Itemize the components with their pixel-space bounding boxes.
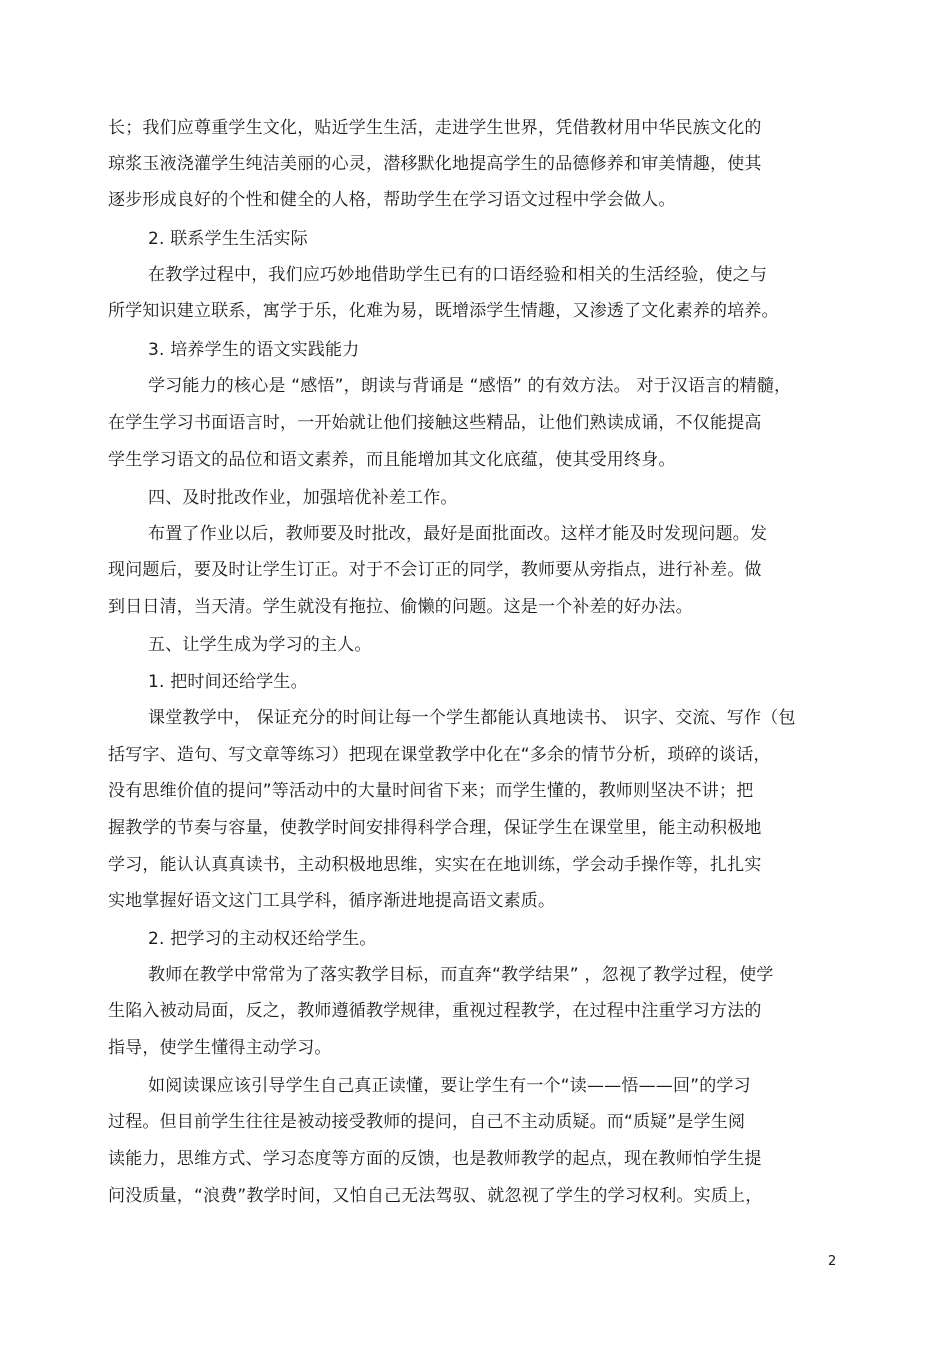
page-number: 2 — [828, 1254, 837, 1269]
text-line: 过程。但目前学生往往是被动接受教师的提问，自己不主动质疑。而“质疑”是学生阅 — [108, 1112, 746, 1132]
text-line: 如阅读课应该引导学生自己真正读懂，要让学生有一个“读——悟——回”的学习 — [148, 1076, 751, 1096]
text-line: 逐步形成良好的个性和健全的人格，帮助学生在学习语文过程中学会做人。 — [108, 190, 676, 210]
text-line: 现问题后，要及时让学生订正。对于不会订正的同学，教师要从旁指点，进行补差。做 — [108, 560, 762, 580]
text-line: 学习能力的核心是 “感悟”，朗读与背诵是 “感悟” 的有效方法。 对于汉语言的精髓， — [148, 376, 792, 396]
text-line: 括写字、造句、写文章等练习）把现在课堂教学中化在“多余的情节分析，琐碎的谈话， — [108, 745, 771, 765]
section-heading: 2. 联系学生生活实际 — [148, 229, 308, 249]
text-line: 布置了作业以后，教师要及时批改，最好是面批面改。这样才能及时发现问题。发 — [148, 524, 768, 544]
text-line: 长；我们应尊重学生文化，贴近学生生活，走进学生世界，凭借教材用中华民族文化的 — [108, 118, 762, 138]
text-line: 在教学过程中，我们应巧妙地借助学生已有的口语经验和相关的生活经验，使之与 — [148, 265, 768, 285]
text-line: 在学生学习书面语言时，一开始就让他们接触这些精品，让他们熟读成诵，不仅能提高 — [108, 413, 762, 433]
section-heading: 1. 把时间还给学生。 — [148, 672, 308, 692]
text-line: 琼浆玉液浇灌学生纯洁美丽的心灵，潜移默化地提高学生的品德修养和审美情趣，使其 — [108, 154, 762, 174]
text-line: 指导，使学生懂得主动学习。 — [108, 1038, 332, 1058]
text-line: 教师在教学中常常为了落实教学目标，而直奔“教学结果” ，忽视了教学过程，使学 — [148, 965, 774, 985]
text-line: 握教学的节奏与容量，使教学时间安排得科学合理，保证学生在课堂里，能主动积极地 — [108, 818, 762, 838]
text-line: 实地掌握好语文这门工具学科，循序渐进地提高语文素质。 — [108, 891, 556, 911]
text-line: 所学知识建立联系，寓学于乐，化难为易，既增添学生情趣，又渗透了文化素养的培养。 — [108, 301, 779, 321]
text-line: 课堂教学中， 保证充分的时间让每一个学生都能认真地读书、 识字、交流、写作（包 — [148, 708, 796, 728]
text-line: 生陷入被动局面，反之，教师遵循教学规律，重视过程教学，在过程中注重学习方法的 — [108, 1001, 762, 1021]
text-line: 到日日清，当天清。学生就没有拖拉、偷懒的问题。这是一个补差的好办法。 — [108, 597, 693, 617]
text-line: 问没质量，“浪费”教学时间，又怕自己无法驾驭、就忽视了学生的学习权利。实质上， — [108, 1186, 763, 1206]
text-line: 学习，能认认真真读书，主动积极地思维，实实在在地训练，学会动手操作等，扎扎实 — [108, 855, 762, 875]
text-line: 学生学习语文的品位和语文素养，而且能增加其文化底蕴，使其受用终身。 — [108, 450, 676, 470]
section-heading: 五、让学生成为学习的主人。 — [148, 635, 372, 655]
text-line: 没有思维价值的提问”等活动中的大量时间省下来；而学生懂的，教师则坚决不讲；把 — [108, 781, 754, 801]
section-heading: 2. 把学习的主动权还给学生。 — [148, 929, 377, 949]
section-heading: 四、及时批改作业，加强培优补差工作。 — [148, 488, 458, 508]
section-heading: 3. 培养学生的语文实践能力 — [148, 340, 360, 360]
text-line: 读能力，思维方式、学习态度等方面的反馈，也是教师教学的起点，现在教师怕学生提 — [108, 1149, 762, 1169]
